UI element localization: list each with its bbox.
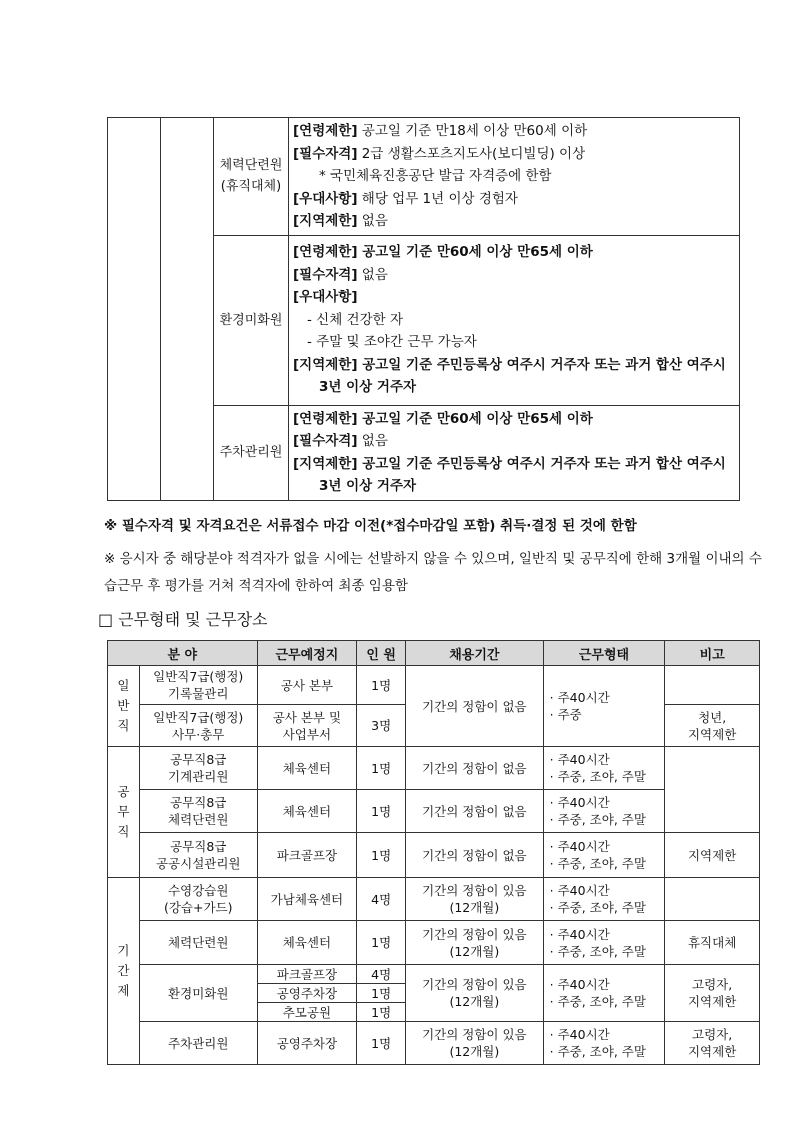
table-row: [108, 921, 760, 965]
people-cell: 1명: [357, 747, 406, 790]
requirement-tag: [필수자격]: [293, 145, 358, 162]
requirement-line: [293, 309, 735, 332]
type-cell: · 주40시간 · 주중, 조야, 주말: [543, 1022, 665, 1065]
type-cell: · 주40시간 · 주중, 조야, 주말: [543, 790, 665, 833]
requirement-text: 해당 업무 1년 이상 경험자: [357, 190, 518, 207]
period-cell: 기간의 정함이 없음: [406, 833, 544, 878]
type-cell: · 주40시간 · 주중, 조야, 주말: [543, 878, 665, 921]
place-cell: 파크골프장: [257, 965, 357, 984]
requirement-text: - 주말 및 조야간 근무 가능자: [307, 334, 477, 351]
requirement-line: [293, 376, 735, 399]
note-cell: 청년, 지역제한: [665, 705, 760, 747]
header-field: 분 야: [108, 641, 258, 666]
place-cell: 체육센터: [257, 790, 357, 833]
qualification-body: [108, 118, 740, 501]
note-cell: [665, 747, 760, 833]
period-cell: 기간의 정함이 있음 (12개월): [406, 1022, 544, 1065]
table-row: [108, 790, 760, 833]
requirement-text: 없음: [357, 266, 388, 283]
field-cell: 일반직7급(행정) 사무·총무: [139, 705, 257, 747]
period-cell: 기간의 정함이 있음 (12개월): [406, 965, 544, 1022]
requirement-line: [293, 331, 735, 354]
requirement-line: [293, 354, 735, 377]
requirement-line: [293, 210, 735, 233]
requirement-text: 공고일 기준 만18세 이상 만60세 이하: [357, 123, 588, 139]
place-cell: 공사 본부 및 사업부서: [257, 705, 357, 747]
place-cell: 공영주차장: [257, 1022, 357, 1065]
position-name: 환경미화원: [214, 235, 289, 405]
note-cell: 휴직대체: [665, 921, 760, 965]
requirement-text: 공고일 기준 만60세 이상 만65세 이하: [357, 244, 593, 261]
requirement-tag: [우대사항]: [293, 289, 358, 306]
note-cell: 고령자, 지역제한: [665, 1022, 760, 1065]
section-title: □ 근무형태 및 근무장소: [98, 610, 268, 629]
field-cell: 수영강습원 (강습+가드): [139, 878, 257, 921]
requirement-tag: [연령제한]: [293, 244, 358, 261]
table-row: [108, 1022, 760, 1065]
field-cell: 주차관리원: [139, 1022, 257, 1065]
field-cell: 체력단련원: [139, 921, 257, 965]
place-cell: 가남체육센터: [257, 878, 357, 921]
requirement-line: [293, 143, 735, 166]
field-cell: 공무직8급 기계관리원: [139, 747, 257, 790]
requirement-tag: [지역제한]: [293, 455, 358, 472]
note-requirement-deadline: ※ 필수자격 및 자격요건은 서류접수 마감 이전(*접수마감일 포함) 취득·결정 된 것에 한함: [104, 518, 637, 534]
requirement-cell: [289, 118, 740, 236]
period-cell: 기간의 정함이 없음: [406, 666, 544, 747]
place-cell: 공영주차장: [257, 984, 357, 1003]
requirement-line: [293, 165, 735, 188]
type-cell: · 주40시간 · 주중, 조야, 주말: [543, 833, 665, 878]
period-cell: 기간의 정함이 없음: [406, 790, 544, 833]
blank-cell: [108, 118, 161, 501]
field-cell: 공무직8급 체력단련원: [139, 790, 257, 833]
requirement-tag: [연령제한]: [293, 410, 358, 427]
place-cell: 파크골프장: [257, 833, 357, 878]
type-cell: · 주40시간 · 주중, 조야, 주말: [543, 921, 665, 965]
requirement-text: * 국민체육진흥공단 발급 자격증에 한함: [319, 168, 552, 184]
people-cell: 1명: [357, 921, 406, 965]
blank-cell: [161, 118, 214, 501]
requirement-text: 없음: [357, 213, 388, 229]
position-name: 체력단련원 (휴직대체): [214, 118, 289, 236]
people-cell: 1명: [357, 790, 406, 833]
people-cell: 3명: [357, 705, 406, 747]
group-term: 기 간 제: [108, 878, 140, 1065]
header-type: 근무형태: [543, 641, 665, 666]
requirement-cell: [289, 405, 740, 500]
table-row: [108, 747, 760, 790]
type-cell: · 주40시간 · 주중: [543, 666, 665, 747]
position-name: 주차관리원: [214, 405, 289, 500]
requirement-line: [293, 264, 735, 287]
requirement-tag: [지역제한]: [293, 213, 358, 229]
note-probation: ※ 응시자 중 해당분야 적격자가 없을 시에는 선발하지 않을 수 있으며, 일반직 및 공무직에 한해 3개월 이내의 수습근무 후 평가를 거쳐 적격자에 한하여 최종 임용함: [104, 551, 762, 594]
place-cell: 추모공원: [257, 1003, 357, 1022]
group-general: 일 반 직: [108, 666, 140, 747]
requirement-line: [293, 120, 735, 143]
note-cell: [665, 878, 760, 921]
requirement-tag: [우대사항]: [293, 190, 358, 207]
requirement-cell: [289, 235, 740, 405]
table-row: [108, 965, 760, 984]
qualification-row: [108, 118, 740, 236]
work-table-header: [108, 641, 760, 666]
requirement-line: [293, 408, 735, 431]
people-cell: 4명: [357, 965, 406, 984]
period-cell: 기간의 정함이 있음 (12개월): [406, 921, 544, 965]
table-row: [108, 878, 760, 921]
requirement-line: [293, 430, 735, 453]
people-cell: 1명: [357, 1022, 406, 1065]
field-cell: 공무직8급 공공시설관리원: [139, 833, 257, 878]
requirement-line: [293, 475, 735, 498]
period-cell: 기간의 정함이 없음: [406, 747, 544, 790]
note-cell: 지역제한: [665, 833, 760, 878]
requirement-tag: [필수자격]: [293, 433, 358, 449]
type-cell: · 주40시간 · 주중, 조야, 주말: [543, 747, 665, 790]
table-row: [108, 666, 760, 705]
header-note: 비고: [665, 641, 760, 666]
requirement-text: 없음: [357, 433, 388, 449]
requirement-text: 공고일 기준 만60세 이상 만65세 이하: [357, 410, 593, 427]
requirement-text: 3년 이상 거주자: [319, 478, 417, 494]
people-cell: 1명: [357, 666, 406, 705]
requirement-line: [293, 286, 735, 309]
requirement-line: [293, 241, 735, 264]
type-cell: · 주40시간 · 주중, 조야, 주말: [543, 965, 665, 1022]
requirement-text: 2급 생활스포츠지도사(보디빌딩) 이상: [357, 145, 586, 162]
header-people: 인 원: [357, 641, 406, 666]
qualification-table: [107, 117, 740, 501]
requirement-text: 공고일 기준 주민등록상 여주시 거주자 또는 과거 합산 여주시: [357, 356, 726, 373]
requirement-text: - 신체 건강한 자: [307, 311, 403, 328]
note-cell: [665, 666, 760, 705]
header-place: 근무예정지: [257, 641, 357, 666]
place-cell: 체육센터: [257, 747, 357, 790]
requirement-tag: [지역제한]: [293, 356, 358, 373]
header-period: 채용기간: [406, 641, 544, 666]
people-cell: 1명: [357, 984, 406, 1003]
table-row: [108, 833, 760, 878]
people-cell: 1명: [357, 1003, 406, 1022]
requirement-text: 공고일 기준 주민등록상 여주시 거주자 또는 과거 합산 여주시: [357, 455, 726, 472]
field-cell: 일반직7급(행정) 기록물관리: [139, 666, 257, 705]
people-cell: 4명: [357, 878, 406, 921]
requirement-line: [293, 188, 735, 211]
period-cell: 기간의 정함이 있음 (12개월): [406, 878, 544, 921]
requirement-tag: [연령제한]: [293, 123, 358, 139]
requirement-tag: [필수자격]: [293, 266, 358, 283]
people-cell: 1명: [357, 833, 406, 878]
note-cell: 고령자, 지역제한: [665, 965, 760, 1022]
place-cell: 체육센터: [257, 921, 357, 965]
group-public: 공 무 직: [108, 747, 140, 878]
work-table: [107, 640, 760, 1065]
place-cell: 공사 본부: [257, 666, 357, 705]
requirement-text: 3년 이상 거주자: [319, 379, 417, 396]
requirement-line: [293, 453, 735, 476]
field-cell: 환경미화원: [139, 965, 257, 1022]
